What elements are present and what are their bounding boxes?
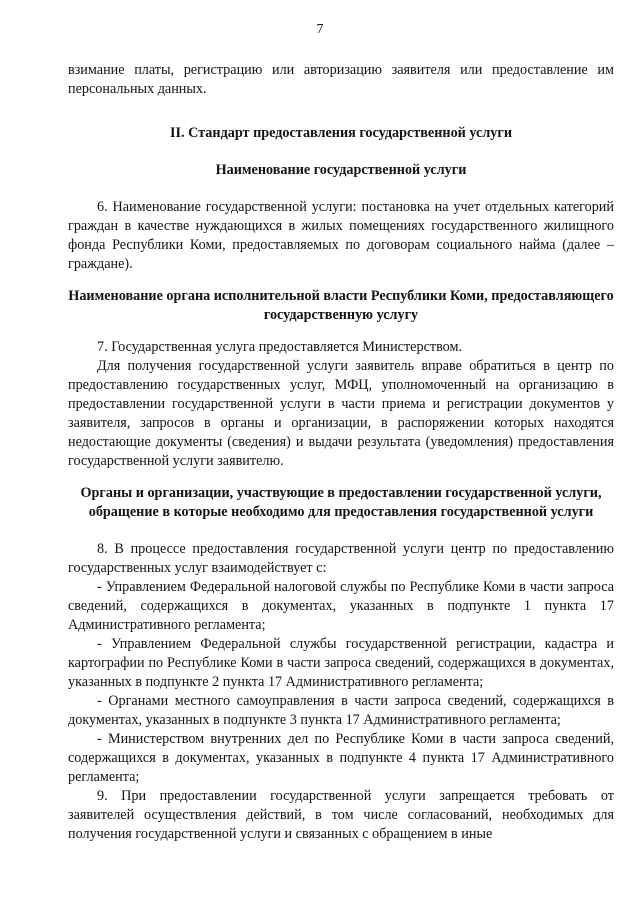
paragraph-8: 8. В процессе предоставления государственной услуги центр по предоставлению государственных услуг взаимодействует с:: [68, 541, 614, 576]
heading-organizations: Органы и организации, участвующие в предоставлении государственной услуги, обращение в которые необходимо для предоставления государственной услуги: [80, 485, 602, 520]
page-number: 7: [316, 22, 324, 37]
paragraph-7b: Для получения государственной услуги заявитель вправе обратиться в центр по предоставлению государственных услуг, МФЦ, уполномоченный на организацию в предоставлении государственной услуги в части приема и регистрации документов у заявителя, запросов в органы и организации, в распоряжении которых находятся недостающие документы (сведения) и выдачи результата (уведомления) предоставления государственной услуги заявителю.: [68, 358, 614, 469]
list-item: - Управлением Федеральной службы государственной регистрации, кадастра и картографии по Республике Коми в части запроса сведений, содержащихся в документах, указанных в подпункте 2 пункта 17 Административного регламента;: [68, 636, 614, 690]
intro-paragraph: взимание платы, регистрацию или авторизацию заявителя или предоставление им персональных данных.: [68, 62, 614, 97]
list-item: - Управлением Федеральной налоговой службы по Республике Коми в части запроса сведений, содержащихся в документах, указанных в подпункте 1 пункта 17 Административного регламента;: [68, 579, 614, 633]
paragraph-7: 7. Государственная услуга предоставляется Министерством.: [97, 339, 463, 355]
spacer: [68, 471, 614, 484]
spacer: [68, 325, 614, 338]
spacer: [68, 274, 614, 287]
document-body: [68, 61, 614, 844]
list-item: - Министерством внутренних дел по Республике Коми в части запроса сведений, содержащихся в документах, указанных в подпункте 4 пункта 17 Административного регламента;: [68, 731, 614, 785]
spacer: [68, 99, 614, 124]
spacer: [68, 180, 614, 198]
spacer: [68, 143, 614, 161]
heading-authority: Наименование органа исполнительной власти Республики Коми, предоставляющего государственную услугу: [68, 288, 614, 323]
spacer: [68, 522, 614, 540]
paragraph-9: 9. При предоставлении государственной услуги запрещается требовать от заявителей осуществления действий, в том числе согласований, необходимых для получения государственной услуги и связанных с обращением в иные: [68, 788, 614, 842]
list-item: - Органами местного самоуправления в части запроса сведений, содержащихся в документах, указанных в подпункте 3 пункта 17 Административного регламента;: [68, 693, 614, 728]
section-title: II. Стандарт предоставления государственной услуги: [169, 125, 513, 141]
heading-service-name: Наименование государственной услуги: [215, 162, 467, 178]
paragraph-6: 6. Наименование государственной услуги: постановка на учет отдельных категорий граждан в качестве нуждающихся в жилых помещениях государственного жилищного фонда Республики Коми, предоставляемых по договорам социального найма (далее – граждане).: [68, 199, 614, 272]
